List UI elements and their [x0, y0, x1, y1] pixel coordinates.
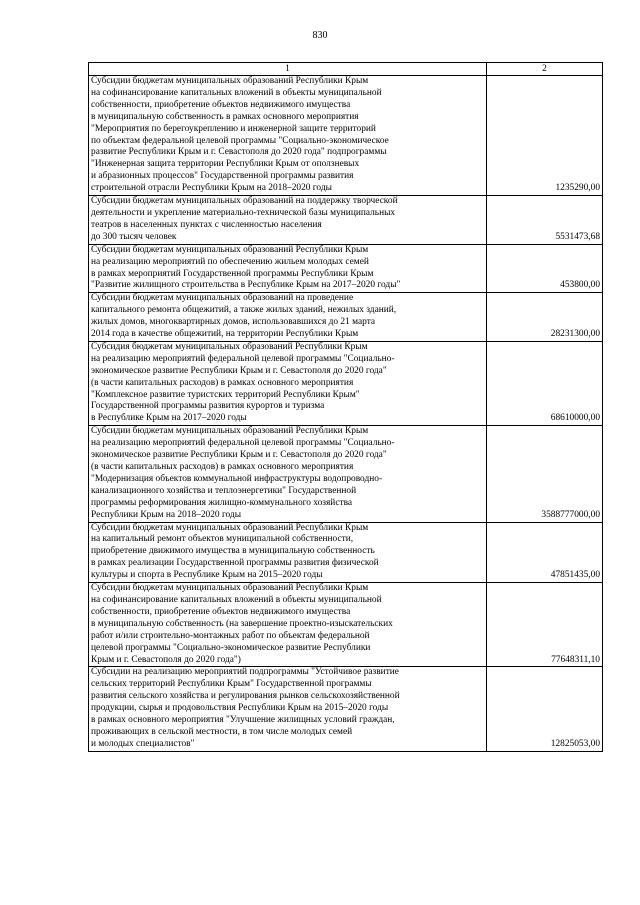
table-row	[89, 583, 603, 667]
page-number: 830	[312, 30, 328, 41]
row-description: Субсидии бюджетам муниципальных образований Республики Крым на реализацию мероприятий по обеспечению жильем молодых семей в рамках мероприятий Государственной программы Республики Крым "Развитие жилищного строительства в Республике Крым на 2017–2020 годы"	[89, 244, 487, 293]
row-description: Субсидии бюджетам муниципальных образований Республики Крым на софинансирование капитальных вложений в объекты муниципальной собственности, приобретение объектов недвижимого имущества в муниципальную собственность (на завершение проектно-изыскательских работ и/или строительно-монтажных работ по объектам федеральной целевой программы "Социально-экономическое развитие Республики Крым и г. Севастополя до 2020 года")	[89, 583, 487, 667]
table-row	[89, 244, 603, 293]
table-row	[89, 196, 603, 245]
row-description: Субсидии бюджетам муниципальных образований на проведение капитального ремонта общежитий, а также жилых зданий, нежилых зданий, жилых домов, многоквартирных домов, использовавшихся до 21 марта 2014 года в качестве общежитий, на территории Республики Крым	[89, 293, 487, 342]
row-amount: 28231300,00	[487, 293, 603, 342]
row-amount: 1235290,00	[487, 76, 603, 196]
row-amount: 453800,00	[487, 244, 603, 293]
row-amount: 47851435,00	[487, 522, 603, 583]
row-description: Субсидия бюджетам муниципальных образований Республики Крым на реализацию мероприятий федеральной целевой программы "Социально- экономическое развитие Республики Крым и г. Севастополя до 2020 года" (в части капитальных расходов) в рамках основного мероприятия "Комплексное развитие туристских территорий Республики Крым" Государственной программы развития курортов и туризма в Республике Крым на 2017–2020 годы	[89, 341, 487, 425]
table-row	[89, 667, 603, 751]
table-row	[89, 426, 603, 522]
column-header-description: 1	[89, 63, 487, 76]
row-amount: 5531473,68	[487, 196, 603, 245]
table-row	[89, 76, 603, 196]
table-row	[89, 293, 603, 342]
row-amount: 12825053,00	[487, 667, 603, 751]
subsidies-table	[88, 62, 603, 752]
row-amount: 3588777000,00	[487, 426, 603, 522]
row-description: Субсидии бюджетам муниципальных образований Республики Крым на реализацию мероприятий федеральной целевой программы "Социально- экономическое развитие Республики Крым и г. Севастополя до 2020 года" (в части капитальных расходов) в рамках основного мероприятия "Модернизация объектов коммунальной инфраструктуры водопроводно- канализационного хозяйства и теплоэнергетики" Государственной программы реформирования жилищно-коммунального хозяйства Республики Крым на 2018–2020 годы	[89, 426, 487, 522]
column-header-amount: 2	[487, 63, 603, 76]
table-row	[89, 522, 603, 583]
row-description: Субсидии бюджетам муниципальных образований Республики Крым на софинансирование капитальных вложений в объекты муниципальной собственности, приобретение объектов недвижимого имущества в муниципальную собственность в рамках основного мероприятия "Мероприятия по берегоукреплению и инженерной защите территорий по объектам федеральной целевой программы "Социально-экономическое развитие Республики Крым и г. Севастополя до 2020 года" подпрограммы "Инженерная защита территории Республики Крым от оползневых и абразионных процессов" Государственной программы развития строительной отрасли Республики Крым на 2018–2020 годы	[89, 76, 487, 196]
row-amount: 68610000,00	[487, 341, 603, 425]
row-description: Субсидии бюджетам муниципальных образований Республики Крым на капитальный ремонт объектов муниципальной собственности, приобретение движимого имущества в муниципальную собственность в рамках реализации Государственной программы развития физической культуры и спорта в Республике Крым на 2015–2020 годы	[89, 522, 487, 583]
row-description: Субсидии бюджетам муниципальных образований на поддержку творческой деятельности и укрепление материально-технической базы муниципальных театров в населенных пунктах с численностью населения до 300 тысяч человек	[89, 196, 487, 245]
table-row	[89, 341, 603, 425]
row-description: Субсидии на реализацию мероприятий подпрограммы "Устойчивое развитие сельских территорий Республики Крым" Государственной программы развития сельского хозяйства и регулирования рынков сельскохозяйственной продукции, сырья и продовольствия Республики Крым на 2015–2020 годы в рамках основного мероприятия "Улучшение жилищных условий граждан, проживающих в сельской местности, в том числе молодых семей и молодых специалистов"	[89, 667, 487, 751]
row-amount: 77648311,10	[487, 583, 603, 667]
table-header-row	[89, 63, 603, 76]
